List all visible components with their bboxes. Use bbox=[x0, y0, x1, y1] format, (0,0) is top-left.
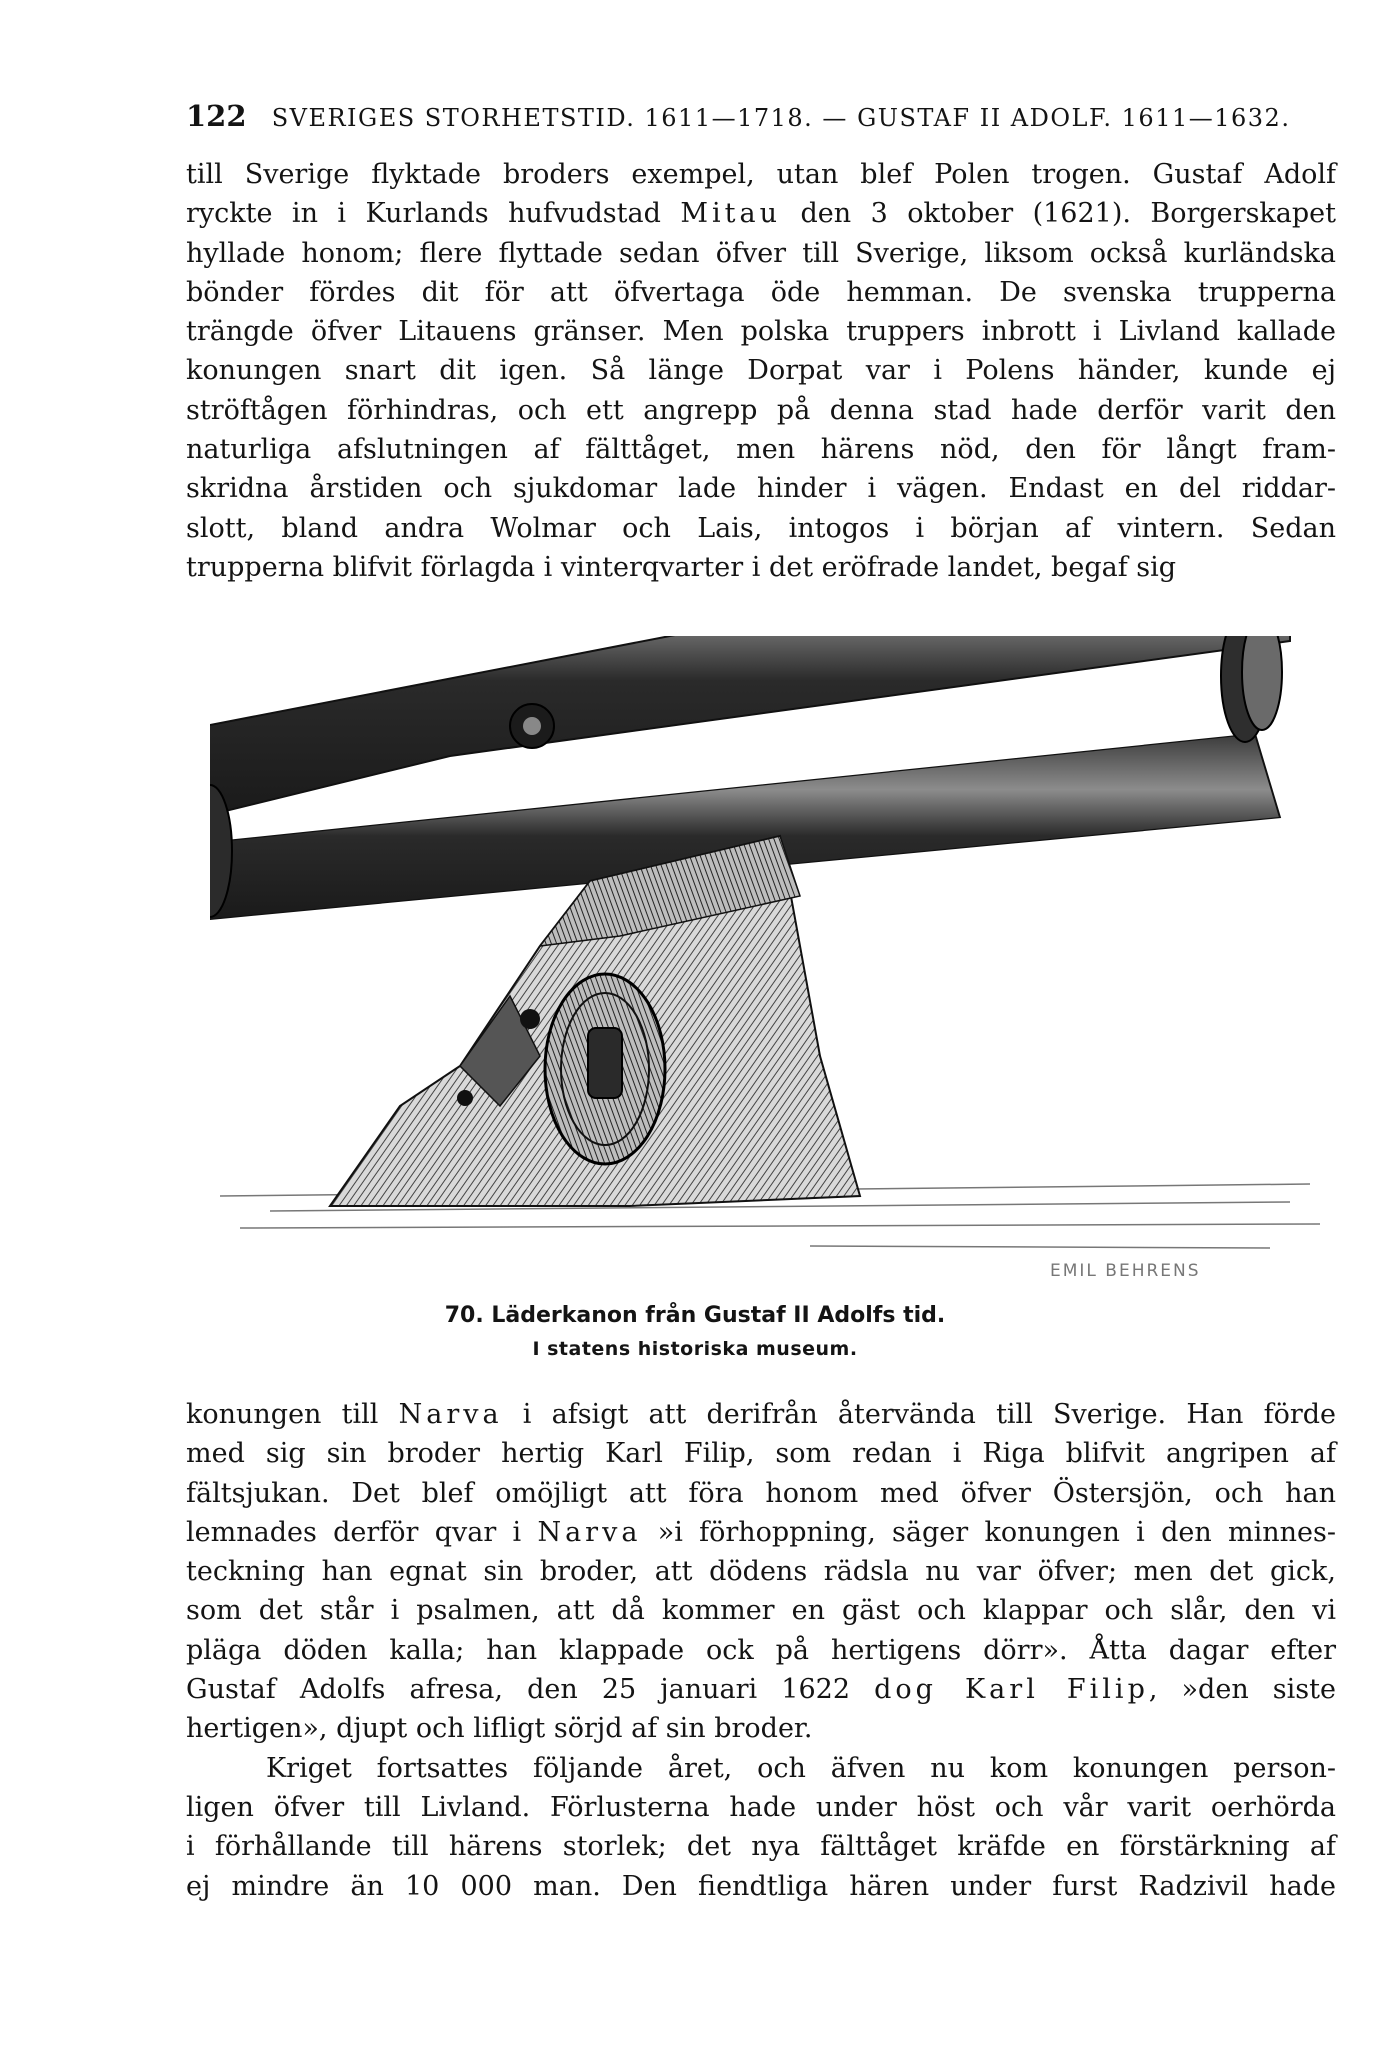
text-line: ryckte in i Kurlands hufvudstad Mitau den 3 oktober (1621). Borgerskapet bbox=[186, 198, 1336, 230]
text-line: konungen till Narva i afsigt att derifrån återvända till Sverige. Han förde bbox=[186, 1399, 1336, 1430]
text-line: till Sverige flyktade broders exempel, utan blef Polen trogen. Gustaf Adolf bbox=[186, 159, 1336, 190]
text-line: skridna årstiden och sjukdomar lade hinder i vägen. Endast en del riddar- bbox=[186, 473, 1336, 505]
carriage-wheel bbox=[545, 974, 665, 1164]
text-line: ligen öfver till Livland. Förlusterna hade under höst och vår varit oerhörda bbox=[186, 1791, 1336, 1823]
text-line: konungen snart dit igen. Så länge Dorpat var i Polens händer, kunde ej bbox=[186, 355, 1336, 387]
text-line: bönder fördes dit för att öfvertaga öde hemman. De svenska trupperna bbox=[186, 276, 1336, 308]
place-name-narva: Narva bbox=[398, 1399, 503, 1430]
text-line: trupperna blifvit förlagda i vinterqvarter i det eröfrade landet, begaf sig bbox=[186, 551, 1177, 583]
running-title: SVERIGES STORHETSTID. 1611—1718. — GUSTAF II ADOLF. 1611—1632. bbox=[271, 104, 1291, 132]
text-line: hyllade honom; flere flyttade sedan öfver till Sverige, liksom också kurländska bbox=[186, 237, 1336, 269]
text-line: Kriget fortsattes följande året, och äfven nu kom konungen person- bbox=[266, 1752, 1336, 1784]
trunnion bbox=[510, 704, 554, 748]
text-line: teckning han egnat sin broder, att dödens rädsla nu var öfver; men det gick, bbox=[186, 1556, 1336, 1588]
engraver-signature: EMIL BEHRENS bbox=[1050, 1261, 1201, 1281]
figure-caption-source: I statens historiska museum. bbox=[532, 1338, 858, 1360]
text-line: slott, bland andra Wolmar och Lais, intogos i början af vintern. Sedan bbox=[186, 512, 1336, 544]
text-line: i förhållande till härens storlek; det nya fälttåget kräfde en förstärkning af bbox=[186, 1831, 1336, 1863]
text-line: fältsjukan. Det blef omöjligt att föra honom med öfver Östersjön, och han bbox=[186, 1477, 1336, 1509]
text-line: hertigen», djupt och lifligt sörjd af sin broder. bbox=[186, 1713, 813, 1745]
text-line: naturliga afslutningen af fälttåget, men härens nöd, den för långt fram- bbox=[186, 434, 1336, 466]
running-header bbox=[186, 96, 1336, 138]
page-number: 122 bbox=[186, 99, 247, 133]
top-paragraph bbox=[186, 155, 1336, 587]
emphasis-dog-karl-filip: dog Karl Filip bbox=[874, 1674, 1149, 1706]
text-line: trängde öfver Litauens gränser. Men polska truppers inbrott i Livland kallade bbox=[186, 316, 1336, 348]
bottom-paragraphs bbox=[186, 1395, 1336, 1906]
text-line: som det står i psalmen, att då kommer en gäst och klappar och slår, den vi bbox=[186, 1595, 1336, 1627]
figure-caption-title: 70. Läderkanon från Gustaf II Adolfs tid. bbox=[444, 1303, 946, 1328]
text-line: med sig sin broder hertig Karl Filip, som redan i Riga blifvit angripen af bbox=[186, 1438, 1336, 1470]
place-name-narva: Narva bbox=[537, 1516, 642, 1548]
text-line: pläga döden kalla; han klappade ock på hertigens dörr». Åtta dagar efter bbox=[186, 1634, 1336, 1666]
text-line: lemnades derför qvar i Narva »i förhoppning, säger konungen i den minnes- bbox=[186, 1516, 1336, 1548]
leather-cannon-engraving bbox=[210, 636, 1340, 1326]
text-line: Gustaf Adolfs afresa, den 25 januari 1622 dog Karl Filip, »den siste bbox=[186, 1674, 1336, 1706]
text-line: ströftågen förhindras, och ett angrepp på denna stad hade derför varit den bbox=[186, 394, 1336, 426]
muzzle bbox=[1221, 636, 1282, 742]
place-name-mitau: Mitau bbox=[680, 198, 781, 230]
text-line: ej mindre än 10 000 man. Den fiendtliga hären under furst Radzivil hade bbox=[186, 1870, 1336, 1902]
cannon-illustration bbox=[210, 636, 1340, 1326]
